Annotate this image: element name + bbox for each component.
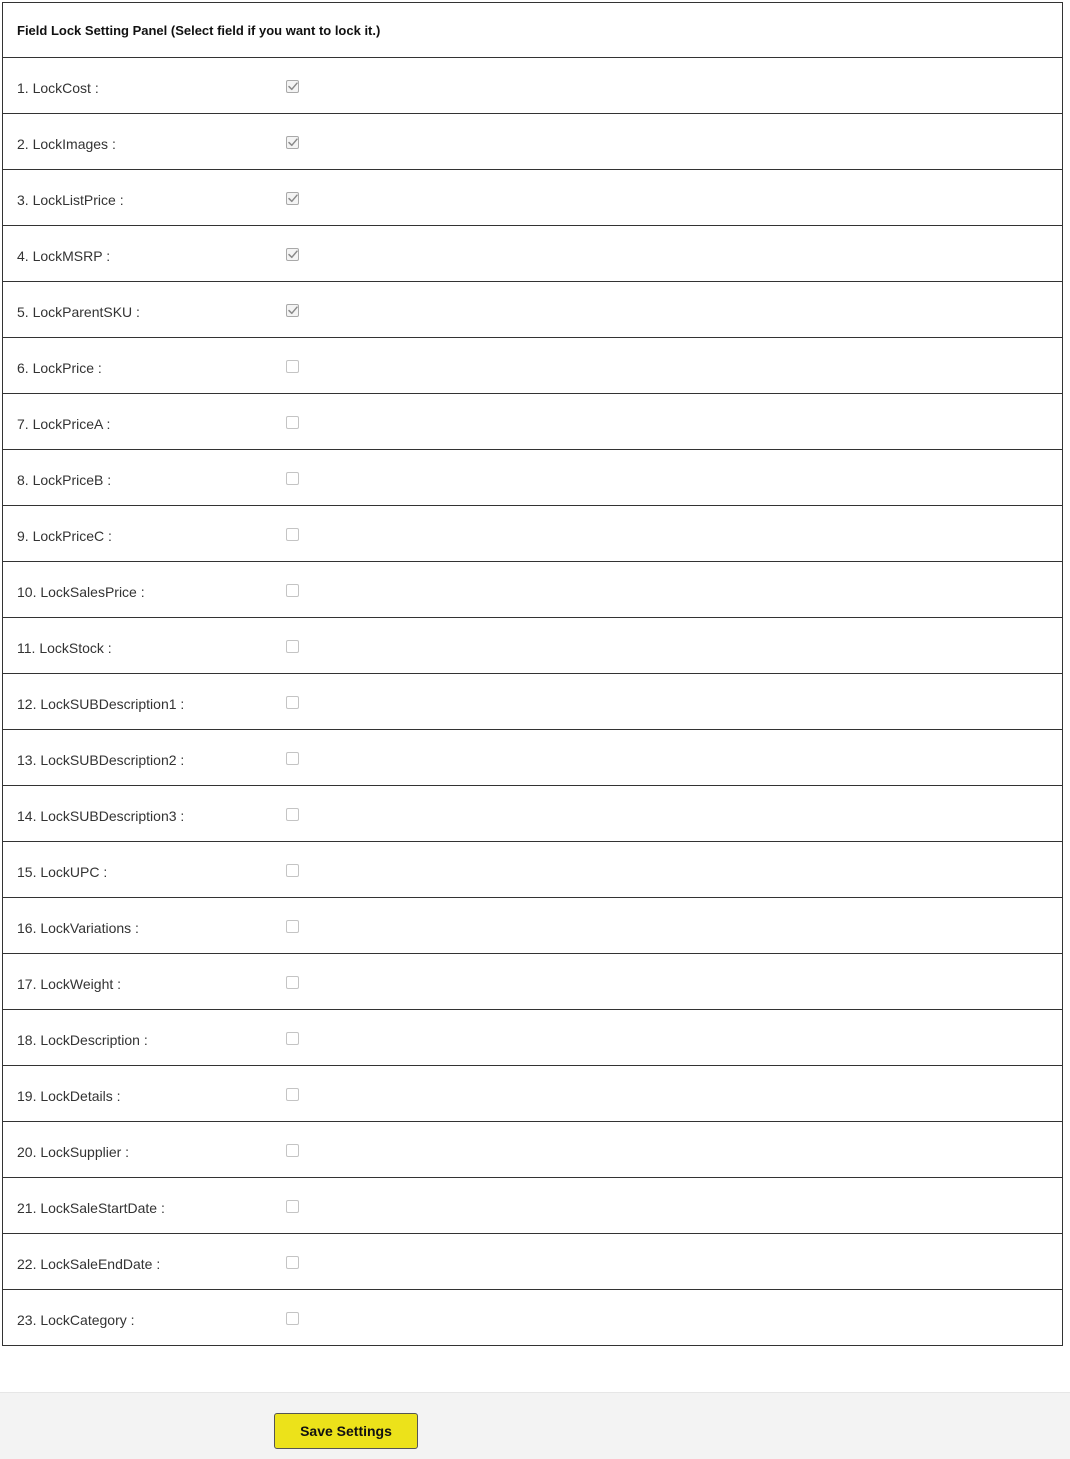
field-row <box>3 282 1062 338</box>
lock-checkbox[interactable] <box>286 1088 299 1101</box>
field-row <box>3 338 1062 394</box>
field-row <box>3 730 1062 786</box>
checkmark-icon <box>288 82 298 91</box>
field-label: 10. LockSalesPrice : <box>17 584 145 600</box>
lock-checkbox[interactable] <box>286 472 299 485</box>
field-row <box>3 1234 1062 1290</box>
field-label: 3. LockListPrice : <box>17 192 124 208</box>
checkmark-icon <box>288 306 298 315</box>
field-row <box>3 1178 1062 1234</box>
field-list <box>3 58 1062 1346</box>
field-label: 21. LockSaleStartDate : <box>17 1200 165 1216</box>
lock-checkbox[interactable] <box>286 1312 299 1325</box>
lock-checkbox[interactable] <box>286 304 299 317</box>
field-lock-panel <box>2 2 1063 1346</box>
field-label: 7. LockPriceA : <box>17 416 111 432</box>
field-label: 16. LockVariations : <box>17 920 139 936</box>
field-label: 18. LockDescription : <box>17 1032 148 1048</box>
lock-checkbox[interactable] <box>286 808 299 821</box>
field-label: 20. LockSupplier : <box>17 1144 130 1160</box>
lock-checkbox[interactable] <box>286 696 299 709</box>
field-label: 2. LockImages : <box>17 136 116 152</box>
field-row <box>3 786 1062 842</box>
field-label: 17. LockWeight : <box>17 976 122 992</box>
field-row <box>3 1010 1062 1066</box>
field-label: 15. LockUPC : <box>17 864 108 880</box>
lock-checkbox[interactable] <box>286 976 299 989</box>
field-row <box>3 226 1062 282</box>
field-row <box>3 562 1062 618</box>
lock-checkbox[interactable] <box>286 360 299 373</box>
field-label: 22. LockSaleEndDate : <box>17 1256 161 1272</box>
lock-checkbox[interactable] <box>286 416 299 429</box>
field-label: 14. LockSUBDescription3 : <box>17 808 185 824</box>
checkmark-icon <box>288 194 298 203</box>
field-label: 5. LockParentSKU : <box>17 304 140 320</box>
field-row <box>3 674 1062 730</box>
field-label: 12. LockSUBDescription1 : <box>17 696 185 712</box>
field-label: 8. LockPriceB : <box>17 472 112 488</box>
field-row <box>3 170 1062 226</box>
lock-checkbox[interactable] <box>286 1032 299 1045</box>
lock-checkbox[interactable] <box>286 1144 299 1157</box>
field-label: 4. LockMSRP : <box>17 248 111 264</box>
lock-checkbox[interactable] <box>286 192 299 205</box>
field-row <box>3 450 1062 506</box>
lock-checkbox[interactable] <box>286 528 299 541</box>
lock-checkbox[interactable] <box>286 864 299 877</box>
lock-checkbox[interactable] <box>286 752 299 765</box>
field-row <box>3 506 1062 562</box>
field-row <box>3 898 1062 954</box>
field-label: 1. LockCost : <box>17 80 99 96</box>
lock-checkbox[interactable] <box>286 920 299 933</box>
field-row <box>3 1122 1062 1178</box>
checkmark-icon <box>288 250 298 259</box>
field-row <box>3 1290 1062 1346</box>
field-label: 6. LockPrice : <box>17 360 102 376</box>
field-label: 13. LockSUBDescription2 : <box>17 752 185 768</box>
field-label: 11. LockStock : <box>17 640 112 656</box>
lock-checkbox[interactable] <box>286 1200 299 1213</box>
field-row <box>3 1066 1062 1122</box>
field-label: 23. LockCategory : <box>17 1312 135 1328</box>
lock-checkbox[interactable] <box>286 248 299 261</box>
footer-bar <box>0 1392 1070 1459</box>
field-row <box>3 954 1062 1010</box>
save-settings-button[interactable]: Save Settings <box>274 1413 418 1449</box>
field-row <box>3 394 1062 450</box>
field-label: 9. LockPriceC : <box>17 528 112 544</box>
field-label: 19. LockDetails : <box>17 1088 121 1104</box>
field-row <box>3 58 1062 114</box>
lock-checkbox[interactable] <box>286 136 299 149</box>
checkmark-icon <box>288 138 298 147</box>
lock-checkbox[interactable] <box>286 1256 299 1269</box>
panel-title: Field Lock Setting Panel (Select field if you want to lock it.) <box>3 3 1062 58</box>
field-row <box>3 618 1062 674</box>
lock-checkbox[interactable] <box>286 584 299 597</box>
lock-checkbox[interactable] <box>286 640 299 653</box>
field-row <box>3 842 1062 898</box>
lock-checkbox[interactable] <box>286 80 299 93</box>
field-row <box>3 114 1062 170</box>
